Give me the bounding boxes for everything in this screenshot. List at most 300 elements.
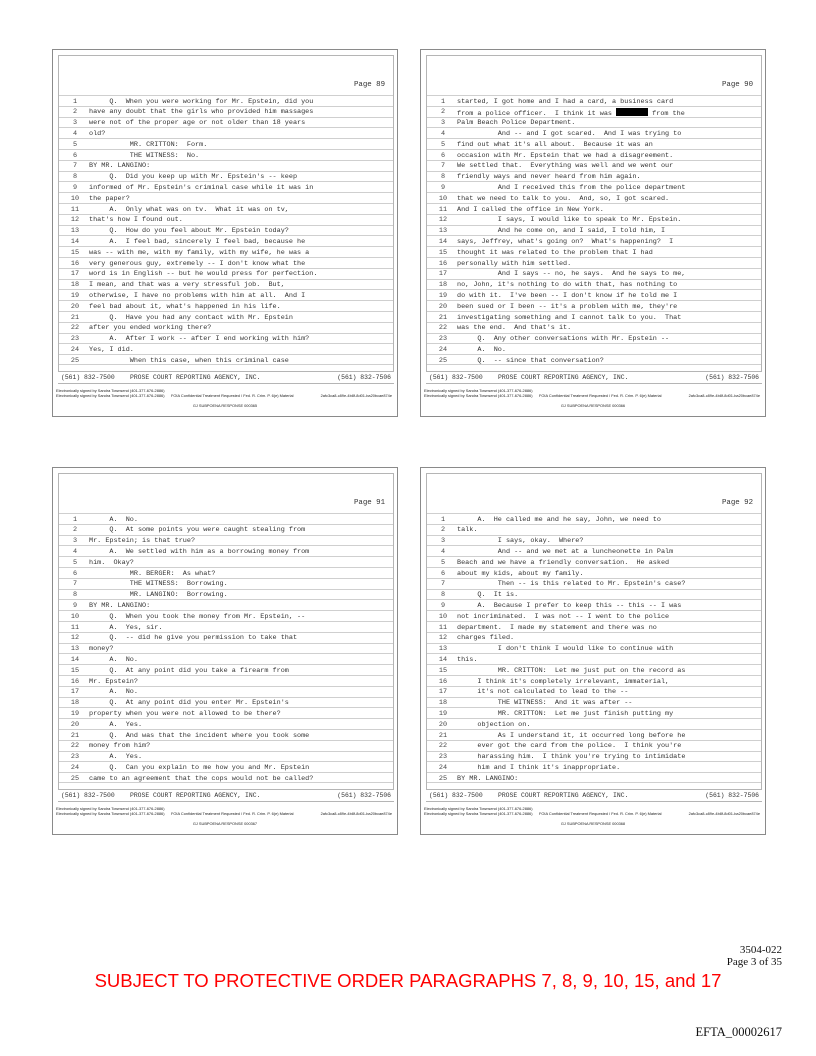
transcript-line: [59, 599, 393, 610]
line-text-after-redaction: from the: [648, 110, 685, 119]
line-number: 15: [438, 248, 448, 257]
transcript-line: [59, 686, 393, 697]
line-text: property when you were not allowed to be there?: [89, 709, 281, 718]
transcript-line: [427, 740, 761, 751]
line-number: 13: [438, 645, 448, 654]
line-text: charges filed.: [457, 634, 515, 643]
transcript-line: [427, 664, 761, 675]
footer-phone-left: (561) 832-7500: [61, 374, 115, 381]
line-text: Palm Beach Police Department.: [457, 119, 576, 128]
line-text: about my kids, about my family.: [457, 569, 584, 578]
line-text: Q. At some points you were caught stealing from: [89, 526, 306, 535]
line-number: 2: [72, 526, 78, 535]
line-text: ever got the card from the police. I think you're: [457, 742, 682, 751]
transcript-line: [427, 117, 761, 128]
line-text: feel bad about it, what's happened in his life.: [89, 302, 281, 311]
line-text: otherwise, I have no problems with him at all. And I: [89, 291, 306, 300]
line-number: 14: [438, 655, 448, 664]
transcript-line: [427, 567, 761, 578]
transcript-line: [59, 556, 393, 567]
transcript-line: [59, 333, 393, 344]
line-text: A. After I work -- after I end working with him?: [89, 335, 310, 344]
line-number: 11: [438, 205, 448, 214]
line-number: 11: [70, 205, 80, 214]
line-number: 23: [70, 335, 80, 344]
transcript-line: [427, 127, 761, 138]
transcript-line: [59, 761, 393, 772]
redaction-box: [616, 108, 648, 116]
transcript-line: [427, 772, 761, 783]
line-number: 17: [70, 688, 80, 697]
line-text: A. Yes.: [89, 720, 143, 729]
subpoena-response: GJ SUBPOENA RESPONSE 000367: [192, 821, 258, 826]
line-number: 5: [72, 140, 78, 149]
transcript-line: [59, 322, 393, 333]
line-number: 24: [70, 763, 80, 772]
transcript-line: [59, 354, 393, 365]
line-text: Beach and we have a friendly conversation. He asked: [457, 558, 670, 567]
line-number: 6: [440, 151, 446, 160]
line-text: MR. CRITTON: Let me just put on the record as: [457, 666, 686, 675]
transcript-line: [427, 268, 761, 279]
line-text: And I called the office in New York.: [457, 205, 604, 214]
line-text: Q. And was that the incident where you took some: [89, 731, 310, 740]
transcript-line: [59, 246, 393, 257]
line-text: Q. When you were working for Mr. Epstein, did you: [89, 97, 314, 106]
line-text: not incriminated. I was not -- I went to the police: [457, 612, 670, 621]
transcript-page-90: [420, 49, 766, 417]
transcript-line: [427, 246, 761, 257]
transcript-line: [59, 643, 393, 654]
transcript-line: [59, 751, 393, 762]
line-text: Q. At any point did you enter Mr. Epstein's: [89, 699, 289, 708]
transcript-line: [427, 610, 761, 621]
transcript-line: [427, 203, 761, 214]
line-number: 20: [438, 720, 448, 729]
transcript-line: [427, 675, 761, 686]
transcript-line: [427, 106, 761, 117]
transcript-line: [59, 160, 393, 171]
line-number: 8: [72, 591, 78, 600]
transcript-line: [59, 343, 393, 354]
line-number: 2: [72, 108, 78, 117]
footer-phone-right: (561) 832-7506: [705, 792, 759, 799]
line-text: do with it. I've been -- I don't know if he told me I: [457, 291, 678, 300]
transcript-line: [59, 171, 393, 182]
signature-line-1: Electronically signed by Sandra Townsend (401-377-676-2886): [56, 806, 165, 811]
signature-hash: 2afc3ca8-c89e-4b8f-8d01-ba20bcae874e: [688, 811, 760, 816]
page-number: Page 91: [353, 499, 385, 507]
line-text-before-redaction: from a police officer. I think it was: [457, 110, 617, 119]
line-text: And I says -- no, he says. And he says to me,: [457, 270, 686, 279]
line-number: 25: [438, 356, 448, 365]
line-text: says, Jeffrey, what's going on? What's happening? I: [457, 237, 674, 246]
line-text: him. Okay?: [89, 558, 134, 567]
line-text: investigating something and I cannot talk to you. That: [457, 313, 682, 322]
line-number: 10: [70, 612, 80, 621]
transcript-line: [59, 632, 393, 643]
line-text: Q. It is.: [457, 591, 519, 600]
transcript-line: [427, 718, 761, 729]
transcript-footer: [426, 372, 762, 384]
line-number: 3: [72, 119, 78, 128]
transcript-line: [59, 524, 393, 535]
line-number: 11: [438, 623, 448, 632]
line-number: 10: [438, 612, 448, 621]
line-text: I mean, and that was a very stressful job. But,: [89, 281, 285, 290]
transcript-line: [427, 257, 761, 268]
line-text: word is in English -- but he would press for perfection.: [89, 270, 318, 279]
signature-line-1: Electronically signed by Sandra Townsend (401-377-676-2886): [424, 388, 533, 393]
line-number: 24: [70, 345, 80, 354]
line-number: 21: [70, 731, 80, 740]
line-number: 17: [70, 270, 80, 279]
line-number: 9: [440, 183, 446, 192]
line-text: A. Only what was on tv. What it was on tv,: [89, 205, 289, 214]
line-text: And -- and we met at a luncheonette in Palm: [457, 547, 674, 556]
line-text: this.: [457, 655, 478, 664]
line-text: objection on.: [457, 720, 531, 729]
line-number: 22: [438, 324, 448, 333]
line-number: 15: [438, 666, 448, 675]
line-text: old?: [89, 129, 106, 138]
transcript-line: [59, 653, 393, 664]
transcript-line: [427, 729, 761, 740]
line-text: We settled that. Everything was well and we went our: [457, 162, 674, 171]
transcript-line: [59, 268, 393, 279]
transcript-line: [59, 214, 393, 225]
footer-agency: PROSE COURT REPORTING AGENCY, INC.: [498, 792, 629, 799]
line-text: came to an agreement that the cops would not be called?: [89, 774, 314, 783]
transcript-line: [59, 567, 393, 578]
transcript-line: [59, 578, 393, 589]
line-text: THE WITNESS: Borrowing.: [89, 580, 228, 589]
line-text: it's not calculated to lead to the --: [457, 688, 629, 697]
line-text: talk.: [457, 526, 478, 535]
transcript-line: [59, 106, 393, 117]
footer-phone-left: (561) 832-7500: [429, 374, 483, 381]
line-number: 8: [440, 591, 446, 600]
transcript-lines: [427, 513, 761, 783]
transcript-footer: [58, 372, 394, 384]
page-number: Page 90: [721, 81, 753, 89]
line-number: 4: [440, 547, 446, 556]
signature-line-2: Electronically signed by Sandra Townsend (401-377-676-2886) FOIA Confidential Treatment Requested / Fed. R. Crim. P. 6(e) Material: [424, 811, 662, 816]
line-text: been sued or I been -- it's a problem with me, they're: [457, 302, 678, 311]
line-text: BY MR. LANGINO:: [457, 774, 519, 783]
transcript-line: [427, 214, 761, 225]
transcript-line: [427, 556, 761, 567]
transcript-line: [427, 707, 761, 718]
signature-line-1: Electronically signed by Sandra Townsend (401-377-676-2886): [424, 806, 533, 811]
line-text: A. Yes, sir.: [89, 623, 163, 632]
line-text: started, I got home and I had a card, a business card: [457, 97, 674, 106]
line-number: 7: [440, 580, 446, 589]
footer-agency: PROSE COURT REPORTING AGENCY, INC.: [130, 374, 261, 381]
transcript-line: [427, 225, 761, 236]
transcript-line: [59, 729, 393, 740]
line-number: 6: [72, 151, 78, 160]
line-number: 1: [440, 515, 446, 524]
line-number: 9: [72, 601, 78, 610]
line-number: 16: [70, 259, 80, 268]
signature-hash: 2afc3ca8-c89e-4b8f-8d01-ba20bcae874e: [320, 393, 392, 398]
line-number: 18: [70, 699, 80, 708]
line-number: 9: [72, 183, 78, 192]
line-number: 2: [440, 108, 446, 117]
line-number: 16: [438, 677, 448, 686]
line-number: 18: [438, 281, 448, 290]
line-text: And -- and I got scared. And I was trying to: [457, 129, 682, 138]
line-number: 21: [438, 731, 448, 740]
footer-phone-right: (561) 832-7506: [337, 792, 391, 799]
transcript-line: [59, 311, 393, 322]
transcript-line: [427, 697, 761, 708]
line-text: As I understand it, it occurred long before he: [457, 731, 686, 740]
line-number: 7: [72, 162, 78, 171]
line-text: Q. How do you feel about Mr. Epstein today?: [89, 227, 289, 236]
transcript-line: [59, 127, 393, 138]
transcript-line: [59, 192, 393, 203]
line-text: MR. LANGINO: Borrowing.: [89, 591, 228, 600]
line-number: 25: [438, 774, 448, 783]
line-text: THE WITNESS: And it was after --: [457, 699, 633, 708]
line-text: him and I think it's inappropriate.: [457, 763, 621, 772]
line-text: money?: [89, 645, 114, 654]
transcript-line: [427, 354, 761, 365]
transcript-frame: [58, 473, 394, 790]
footer-phone-left: (561) 832-7500: [61, 792, 115, 799]
line-number: 19: [438, 709, 448, 718]
line-text: BY MR. LANGINO:: [89, 601, 151, 610]
signature-hash: 2afc3ca8-c89e-4b8f-8d01-ba20bcae874e: [688, 393, 760, 398]
transcript-line: [59, 545, 393, 556]
line-number: 3: [72, 537, 78, 546]
transcript-lines: [59, 95, 393, 365]
line-text: MR. BERGER: As what?: [89, 569, 216, 578]
line-text: department. I made my statement and there was no: [457, 623, 657, 632]
line-number: 10: [438, 194, 448, 203]
line-number: 13: [70, 645, 80, 654]
line-number: 15: [70, 248, 80, 257]
line-number: 24: [438, 763, 448, 772]
line-number: 4: [440, 129, 446, 138]
line-text: Q. Have you had any contact with Mr. Epstein: [89, 313, 293, 322]
line-text: A. Yes.: [89, 753, 143, 762]
line-number: 2: [440, 526, 446, 535]
signature-line-2: Electronically signed by Sandra Townsend (401-377-676-2886) FOIA Confidential Treatment Requested / Fed. R. Crim. P. 6(e) Material: [56, 393, 294, 398]
transcript-line: [427, 599, 761, 610]
transcript-line: [59, 589, 393, 600]
line-number: 4: [72, 547, 78, 556]
transcript-line: [427, 589, 761, 600]
line-text: find out what it's all about. Because it was an: [457, 140, 653, 149]
line-text: Q. -- since that conversation?: [457, 356, 604, 365]
transcript-line: [59, 117, 393, 128]
line-number: 5: [440, 558, 446, 567]
line-text: that's how I found out.: [89, 216, 183, 225]
line-text: BY MR. LANGINO:: [89, 162, 151, 171]
transcript-lines: [59, 513, 393, 783]
line-number: 13: [438, 227, 448, 236]
transcript-line: [59, 235, 393, 246]
line-number: 12: [70, 216, 80, 225]
transcript-line: [427, 535, 761, 546]
transcript-line: [59, 279, 393, 290]
line-number: 25: [70, 774, 80, 783]
line-number: 18: [438, 699, 448, 708]
line-text: Mr. Epstein?: [89, 677, 138, 686]
line-number: 1: [72, 515, 78, 524]
transcript-frame: [58, 55, 394, 372]
transcript-line: [59, 535, 393, 546]
line-text: thought it was related to the problem that I had: [457, 248, 653, 257]
line-text: A. He called me and he say, John, we need to: [457, 515, 661, 524]
line-number: 6: [440, 569, 446, 578]
transcript-line: [427, 322, 761, 333]
transcript-line: [427, 621, 761, 632]
line-number: 23: [438, 753, 448, 762]
line-number: 23: [438, 335, 448, 344]
line-number: 24: [438, 345, 448, 354]
line-text: personally with him settled.: [457, 259, 572, 268]
transcript-line: [59, 675, 393, 686]
transcript-line: [427, 513, 761, 524]
line-number: 4: [72, 129, 78, 138]
line-number: 13: [70, 227, 80, 236]
footer-phone-right: (561) 832-7506: [705, 374, 759, 381]
line-number: 16: [70, 677, 80, 686]
line-number: 7: [72, 580, 78, 589]
transcript-line: [59, 300, 393, 311]
line-number: 7: [440, 162, 446, 171]
transcript-line: [59, 181, 393, 192]
subpoena-response: GJ SUBPOENA RESPONSE 000368: [560, 821, 626, 826]
line-text: no, John, it's nothing to do with that, has nothing to: [457, 281, 678, 290]
transcript-line: [427, 192, 761, 203]
transcript-line: [59, 697, 393, 708]
line-text: Yes, I did.: [89, 345, 134, 354]
bates-number: EFTA_00002617: [695, 1025, 782, 1039]
line-text: Q. Can you explain to me how you and Mr. Epstein: [89, 763, 310, 772]
line-text: harassing him. I think you're trying to intimidate: [457, 753, 686, 762]
signature-line-1: Electronically signed by Sandra Townsend (401-377-676-2886): [56, 388, 165, 393]
transcript-line: [427, 138, 761, 149]
line-text: were not of the proper age or not older than 18 years: [89, 119, 306, 128]
page-number: Page 92: [721, 499, 753, 507]
transcript-page-89: [52, 49, 398, 417]
line-number: 25: [70, 356, 80, 365]
line-number: 1: [72, 97, 78, 106]
line-text: that we need to talk to you. And, so, I got scared.: [457, 194, 670, 203]
line-number: 22: [70, 742, 80, 751]
transcript-line: [427, 311, 761, 322]
line-number: 20: [70, 302, 80, 311]
line-text: A. No.: [457, 345, 506, 354]
line-text: A. We settled with him as a borrowing money from: [89, 547, 310, 556]
line-text: I says, okay. Where?: [457, 537, 584, 546]
line-number: 16: [438, 259, 448, 268]
transcript-line: [59, 149, 393, 160]
line-number: 12: [70, 634, 80, 643]
transcript-line: [427, 578, 761, 589]
transcript-line: [59, 610, 393, 621]
transcript-line: [59, 289, 393, 300]
line-number: 14: [438, 237, 448, 246]
transcript-line: [59, 95, 393, 106]
transcript-line: [427, 149, 761, 160]
transcript-line: [59, 664, 393, 675]
line-number: 9: [440, 601, 446, 610]
transcript-line: [59, 740, 393, 751]
transcript-line: [427, 160, 761, 171]
line-text: Q. Any other conversations with Mr. Epstein --: [457, 335, 670, 344]
document-id: 3504-022: [739, 944, 782, 956]
line-text: A. I feel bad, sincerely I feel bad, because he: [89, 237, 306, 246]
subpoena-response: GJ SUBPOENA RESPONSE 000365: [192, 403, 258, 408]
transcript-frame: [426, 473, 762, 790]
transcript-line: [59, 772, 393, 783]
line-number: 1: [440, 97, 446, 106]
line-text: Q. Did you keep up with Mr. Epstein's -- keep: [89, 173, 298, 182]
transcript-page-91: [52, 467, 398, 835]
line-text: I says, I would like to speak to Mr. Epstein.: [457, 216, 682, 225]
line-text: I think it's completely irrelevant, immaterial,: [457, 677, 670, 686]
line-text: informed of Mr. Epstein's criminal case while it was in: [89, 183, 314, 192]
line-text: A. No.: [89, 655, 138, 664]
line-number: 12: [438, 634, 448, 643]
transcript-line: [59, 225, 393, 236]
line-number: 21: [70, 313, 80, 322]
transcript-line: [59, 707, 393, 718]
line-text: I don't think I would like to continue with: [457, 645, 674, 654]
line-text: MR. CRITTON: Form.: [89, 140, 208, 149]
line-text: Q. When you took the money from Mr. Epstein, --: [89, 612, 306, 621]
transcript-line: [59, 621, 393, 632]
transcript-page-92: [420, 467, 766, 835]
line-text: Q. -- did he give you permission to take that: [89, 634, 298, 643]
transcript-line: [427, 643, 761, 654]
line-number: 8: [440, 173, 446, 182]
line-number: 10: [70, 194, 80, 203]
signature-hash: 2afc3ca8-c89e-4b8f-8d01-ba20bcae874e: [320, 811, 392, 816]
line-number: 12: [438, 216, 448, 225]
transcript-footer: [426, 790, 762, 802]
footer-agency: PROSE COURT REPORTING AGENCY, INC.: [498, 374, 629, 381]
line-number: 17: [438, 688, 448, 697]
line-text: very generous guy, extremely -- I don't know what the: [89, 259, 306, 268]
line-text: Mr. Epstein; is that true?: [89, 537, 196, 546]
line-number: 19: [438, 291, 448, 300]
transcript-footer: [58, 790, 394, 802]
line-number: 17: [438, 270, 448, 279]
transcript-lines: [427, 95, 761, 365]
line-text: When this case, when this criminal case: [89, 356, 289, 365]
footer-phone-left: (561) 832-7500: [429, 792, 483, 799]
line-number: 18: [70, 281, 80, 290]
line-text: Q. At any point did you take a firearm from: [89, 666, 289, 675]
line-number: 15: [70, 666, 80, 675]
subpoena-response: GJ SUBPOENA RESPONSE 000366: [560, 403, 626, 408]
transcript-line: [59, 513, 393, 524]
line-number: 14: [70, 655, 80, 664]
transcript-line: [427, 181, 761, 192]
line-number: 20: [70, 720, 80, 729]
transcript-line: [59, 203, 393, 214]
signature-line-2: Electronically signed by Sandra Townsend (401-377-676-2886) FOIA Confidential Treatment Requested / Fed. R. Crim. P. 6(e) Material: [424, 393, 662, 398]
transcript-line: [427, 653, 761, 664]
line-number: 19: [70, 291, 80, 300]
